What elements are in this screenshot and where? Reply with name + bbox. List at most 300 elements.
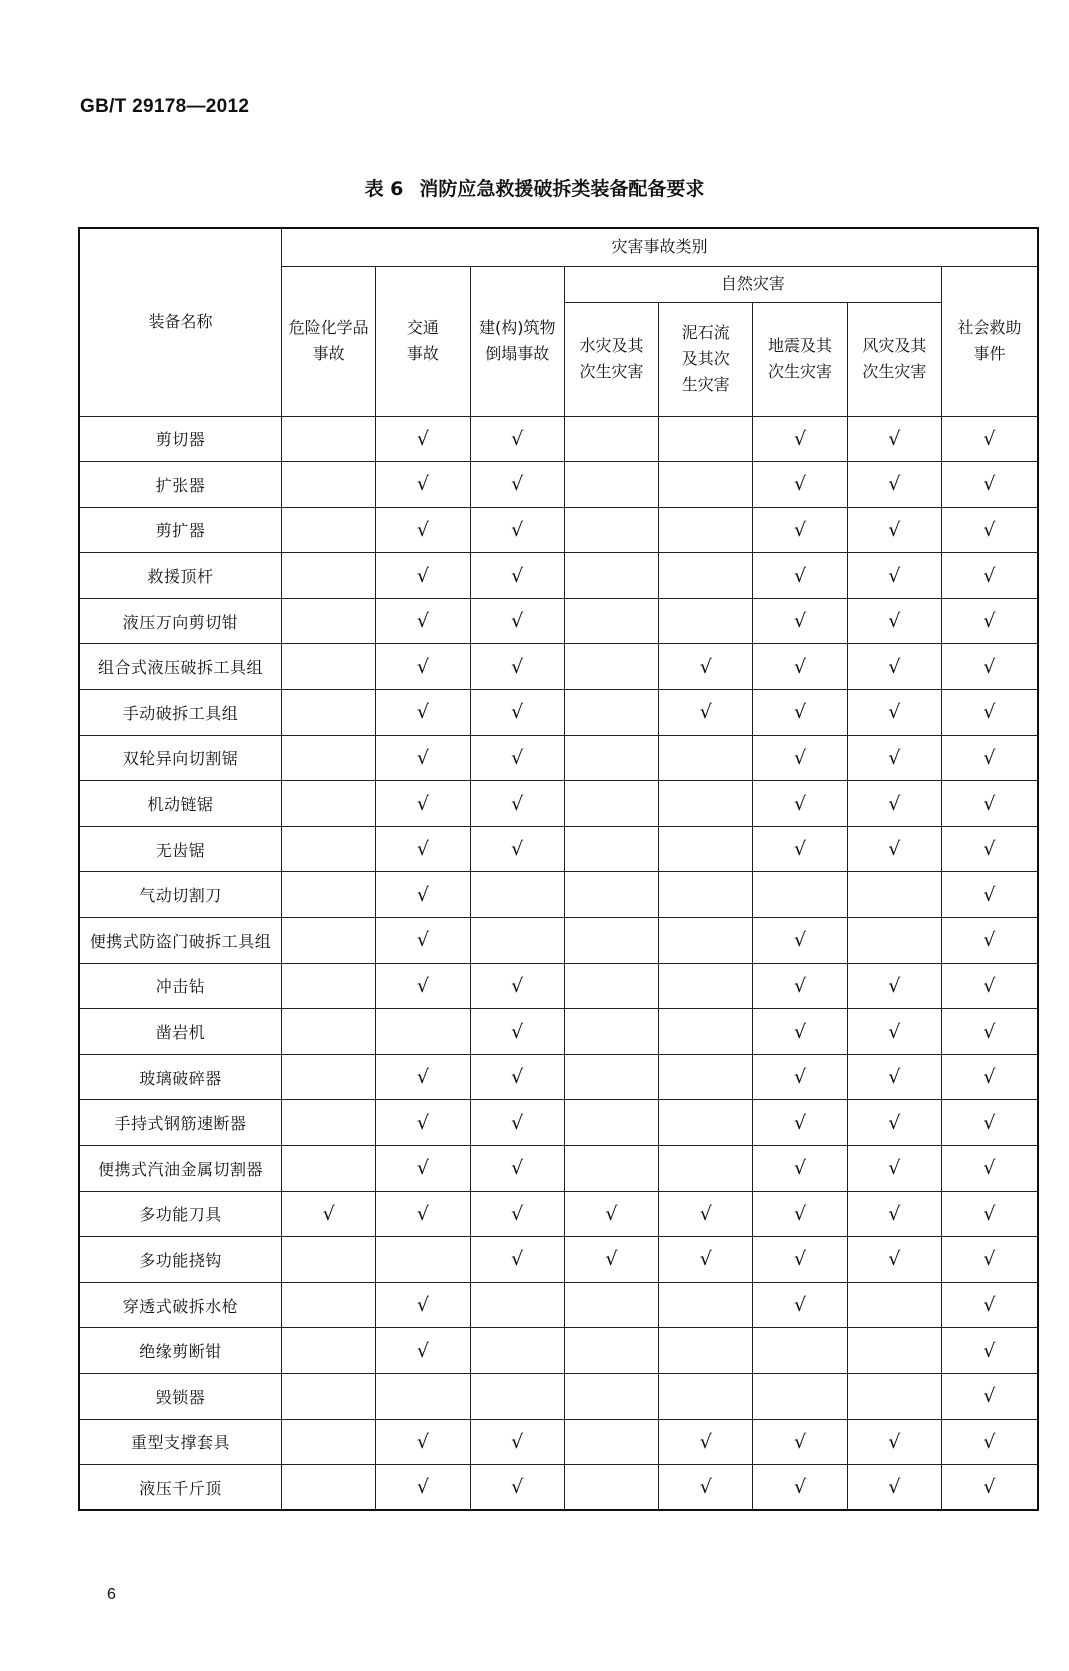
check-mark: √ bbox=[511, 1248, 524, 1271]
check-mark-cell bbox=[941, 1146, 1038, 1192]
check-mark: √ bbox=[793, 1157, 807, 1180]
header-equipment-name: 装备名称 bbox=[79, 228, 282, 416]
check-mark: √ bbox=[605, 1248, 618, 1271]
check-mark-cell bbox=[470, 553, 564, 599]
check-mark-cell bbox=[753, 1282, 847, 1328]
check-mark: √ bbox=[511, 838, 524, 861]
equipment-name-cell: 救援顶杆 bbox=[79, 553, 282, 599]
check-mark-cell bbox=[847, 1191, 941, 1237]
check-mark: √ bbox=[793, 564, 807, 587]
table-row bbox=[79, 1328, 1038, 1374]
equipment-name-cell: 多功能挠钩 bbox=[79, 1237, 282, 1283]
check-mark-cell bbox=[753, 781, 847, 827]
equipment-name-cell: 多功能刀具 bbox=[79, 1191, 282, 1237]
check-mark-cell bbox=[753, 735, 847, 781]
table-row bbox=[79, 1237, 1038, 1283]
check-mark-cell bbox=[470, 1191, 564, 1237]
check-mark-cell bbox=[941, 1100, 1038, 1146]
check-mark: √ bbox=[983, 1111, 996, 1134]
equipment-name-cell: 凿岩机 bbox=[79, 1009, 282, 1055]
check-mark: √ bbox=[793, 929, 807, 952]
empty-cell bbox=[659, 1282, 753, 1328]
check-mark-cell bbox=[470, 1009, 564, 1055]
table-row bbox=[79, 416, 1038, 462]
check-mark: √ bbox=[793, 1066, 807, 1089]
header-disaster-category: 灾害事故类别 bbox=[282, 228, 1039, 266]
check-mark: √ bbox=[511, 1066, 524, 1089]
check-mark: √ bbox=[416, 564, 429, 587]
check-mark-cell bbox=[753, 1100, 847, 1146]
check-mark: √ bbox=[888, 473, 901, 496]
empty-cell bbox=[659, 826, 753, 872]
empty-cell bbox=[564, 1146, 658, 1192]
check-mark-cell bbox=[376, 1465, 470, 1511]
check-mark-cell bbox=[376, 1191, 470, 1237]
check-mark-cell bbox=[659, 1191, 753, 1237]
equipment-name-cell: 冲击钻 bbox=[79, 963, 282, 1009]
check-mark: √ bbox=[888, 1020, 901, 1043]
check-mark: √ bbox=[983, 1157, 996, 1180]
check-mark: √ bbox=[416, 1157, 429, 1180]
empty-cell bbox=[753, 1328, 847, 1374]
empty-cell bbox=[564, 1465, 658, 1511]
equipment-name-cell: 液压万向剪切钳 bbox=[79, 598, 282, 644]
empty-cell bbox=[564, 872, 658, 918]
empty-cell bbox=[847, 1328, 941, 1374]
check-mark: √ bbox=[888, 1066, 901, 1089]
equipment-name-cell: 绝缘剪断钳 bbox=[79, 1328, 282, 1374]
table-caption bbox=[0, 174, 1069, 201]
empty-cell bbox=[282, 1100, 376, 1146]
header-col-collapse: 建(构)筑物 倒塌事故 bbox=[470, 266, 564, 416]
empty-cell bbox=[847, 1282, 941, 1328]
empty-cell bbox=[282, 1054, 376, 1100]
check-mark-cell bbox=[753, 507, 847, 553]
empty-cell bbox=[564, 918, 658, 964]
check-mark-cell bbox=[847, 1146, 941, 1192]
check-mark-cell bbox=[941, 1328, 1038, 1374]
check-mark: √ bbox=[416, 1476, 429, 1499]
check-mark-cell bbox=[941, 1419, 1038, 1465]
table-row bbox=[79, 553, 1038, 599]
empty-cell bbox=[282, 1146, 376, 1192]
check-mark: √ bbox=[416, 1066, 429, 1089]
check-mark-cell bbox=[753, 553, 847, 599]
check-mark: √ bbox=[793, 1430, 807, 1453]
equipment-name-cell: 组合式液压破拆工具组 bbox=[79, 644, 282, 690]
check-mark-cell bbox=[847, 1100, 941, 1146]
check-mark: √ bbox=[888, 1111, 901, 1134]
equipment-name-cell: 便携式防盗门破拆工具组 bbox=[79, 918, 282, 964]
empty-cell bbox=[470, 872, 564, 918]
header-col-mudslide: 泥石流 及其次 生灾害 bbox=[659, 302, 753, 416]
check-mark: √ bbox=[416, 1202, 429, 1225]
check-mark: √ bbox=[511, 473, 524, 496]
check-mark: √ bbox=[983, 974, 996, 997]
check-mark-cell bbox=[847, 1419, 941, 1465]
check-mark-cell bbox=[376, 781, 470, 827]
check-mark-cell bbox=[941, 1237, 1038, 1283]
check-mark: √ bbox=[888, 838, 901, 861]
table-row bbox=[79, 1100, 1038, 1146]
check-mark: √ bbox=[983, 792, 996, 815]
check-mark: √ bbox=[511, 1430, 524, 1453]
empty-cell bbox=[564, 553, 658, 599]
equipment-name-cell: 手持式钢筋速断器 bbox=[79, 1100, 282, 1146]
check-mark-cell bbox=[376, 735, 470, 781]
check-mark-cell bbox=[753, 644, 847, 690]
check-mark-cell bbox=[941, 963, 1038, 1009]
check-mark-cell bbox=[941, 598, 1038, 644]
empty-cell bbox=[282, 1237, 376, 1283]
check-mark: √ bbox=[416, 929, 429, 952]
check-mark: √ bbox=[605, 1202, 618, 1225]
equipment-name-cell: 剪切器 bbox=[79, 416, 282, 462]
empty-cell bbox=[659, 598, 753, 644]
empty-cell bbox=[282, 598, 376, 644]
empty-cell bbox=[564, 416, 658, 462]
check-mark: √ bbox=[416, 427, 429, 450]
check-mark: √ bbox=[983, 1476, 996, 1499]
empty-cell bbox=[847, 872, 941, 918]
empty-cell bbox=[564, 598, 658, 644]
empty-cell bbox=[470, 1282, 564, 1328]
equipment-name-cell: 便携式汽油金属切割器 bbox=[79, 1146, 282, 1192]
check-mark: √ bbox=[983, 883, 996, 906]
check-mark-cell bbox=[847, 553, 941, 599]
empty-cell bbox=[564, 1373, 658, 1419]
check-mark: √ bbox=[888, 1476, 901, 1499]
check-mark-cell bbox=[941, 416, 1038, 462]
check-mark-cell bbox=[847, 826, 941, 872]
check-mark-cell bbox=[470, 1419, 564, 1465]
equipment-name-cell: 毁锁器 bbox=[79, 1373, 282, 1419]
table-row bbox=[79, 598, 1038, 644]
check-mark-cell bbox=[847, 1054, 941, 1100]
empty-cell bbox=[659, 1054, 753, 1100]
equipment-name-cell: 穿透式破拆水枪 bbox=[79, 1282, 282, 1328]
equipment-name-cell: 玻璃破碎器 bbox=[79, 1054, 282, 1100]
check-mark-cell bbox=[847, 416, 941, 462]
check-mark-cell bbox=[847, 507, 941, 553]
equipment-name-cell: 重型支撑套具 bbox=[79, 1419, 282, 1465]
check-mark: √ bbox=[793, 1248, 807, 1271]
check-mark: √ bbox=[983, 746, 996, 769]
table-caption-title: 消防应急救援破拆类装备配备要求 bbox=[419, 178, 705, 200]
empty-cell bbox=[282, 735, 376, 781]
check-mark-cell bbox=[847, 963, 941, 1009]
check-mark: √ bbox=[888, 701, 901, 724]
header-col-traffic: 交通 事故 bbox=[376, 266, 470, 416]
check-mark-cell bbox=[376, 690, 470, 736]
header-natural-disaster: 自然灾害 bbox=[564, 266, 941, 302]
check-mark-cell bbox=[470, 1054, 564, 1100]
check-mark-cell bbox=[941, 826, 1038, 872]
header-col-flood: 水灾及其 次生灾害 bbox=[564, 302, 658, 416]
check-mark-cell bbox=[376, 598, 470, 644]
check-mark: √ bbox=[416, 1430, 429, 1453]
empty-cell bbox=[282, 690, 376, 736]
empty-cell bbox=[659, 918, 753, 964]
check-mark: √ bbox=[888, 655, 901, 678]
check-mark-cell bbox=[847, 644, 941, 690]
check-mark: √ bbox=[511, 1020, 524, 1043]
empty-cell bbox=[282, 872, 376, 918]
check-mark: √ bbox=[983, 655, 996, 678]
check-mark: √ bbox=[416, 610, 429, 633]
empty-cell bbox=[564, 735, 658, 781]
check-mark-cell bbox=[470, 690, 564, 736]
empty-cell bbox=[659, 462, 753, 508]
table-row bbox=[79, 1054, 1038, 1100]
check-mark-cell bbox=[376, 1282, 470, 1328]
empty-cell bbox=[470, 918, 564, 964]
check-mark: √ bbox=[888, 427, 901, 450]
check-mark: √ bbox=[511, 427, 524, 450]
header-col-social-rescue: 社会救助 事件 bbox=[941, 266, 1038, 416]
check-mark-cell bbox=[941, 735, 1038, 781]
check-mark-cell bbox=[847, 598, 941, 644]
empty-cell bbox=[659, 781, 753, 827]
table-row bbox=[79, 1282, 1038, 1328]
check-mark: √ bbox=[793, 838, 807, 861]
check-mark: √ bbox=[983, 838, 996, 861]
check-mark-cell bbox=[659, 1237, 753, 1283]
check-mark: √ bbox=[699, 1202, 712, 1225]
check-mark: √ bbox=[511, 1476, 524, 1499]
check-mark: √ bbox=[511, 610, 524, 633]
check-mark: √ bbox=[888, 564, 901, 587]
check-mark: √ bbox=[511, 746, 524, 769]
equipment-name-cell: 扩张器 bbox=[79, 462, 282, 508]
check-mark: √ bbox=[793, 655, 807, 678]
empty-cell bbox=[282, 1282, 376, 1328]
check-mark-cell bbox=[470, 1465, 564, 1511]
check-mark-cell bbox=[941, 1373, 1038, 1419]
table-row bbox=[79, 690, 1038, 736]
check-mark-cell bbox=[753, 1146, 847, 1192]
empty-cell bbox=[659, 1009, 753, 1055]
check-mark: √ bbox=[416, 655, 429, 678]
table-row bbox=[79, 1009, 1038, 1055]
empty-cell bbox=[282, 416, 376, 462]
empty-cell bbox=[282, 507, 376, 553]
check-mark-cell bbox=[470, 735, 564, 781]
empty-cell bbox=[659, 963, 753, 1009]
check-mark: √ bbox=[416, 974, 429, 997]
table-row bbox=[79, 462, 1038, 508]
check-mark: √ bbox=[888, 792, 901, 815]
empty-cell bbox=[376, 1009, 470, 1055]
check-mark-cell bbox=[753, 918, 847, 964]
check-mark-cell bbox=[564, 1237, 658, 1283]
check-mark-cell bbox=[659, 644, 753, 690]
table-row bbox=[79, 918, 1038, 964]
check-mark-cell bbox=[753, 598, 847, 644]
check-mark-cell bbox=[941, 1465, 1038, 1511]
header-col-hazmat: 危险化学品 事故 bbox=[282, 266, 376, 416]
empty-cell bbox=[470, 1373, 564, 1419]
check-mark: √ bbox=[699, 1430, 712, 1453]
page-number: 6 bbox=[107, 1586, 116, 1603]
check-mark: √ bbox=[983, 1430, 996, 1453]
equipment-name-cell: 剪扩器 bbox=[79, 507, 282, 553]
check-mark-cell bbox=[753, 416, 847, 462]
check-mark-cell bbox=[753, 826, 847, 872]
table-row bbox=[79, 507, 1038, 553]
check-mark: √ bbox=[888, 1202, 901, 1225]
check-mark: √ bbox=[888, 610, 901, 633]
empty-cell bbox=[564, 690, 658, 736]
check-mark: √ bbox=[983, 564, 996, 587]
check-mark-cell bbox=[847, 462, 941, 508]
check-mark: √ bbox=[511, 655, 524, 678]
check-mark-cell bbox=[847, 735, 941, 781]
table-row bbox=[79, 1191, 1038, 1237]
equipment-name-cell: 手动破拆工具组 bbox=[79, 690, 282, 736]
check-mark: √ bbox=[699, 1476, 712, 1499]
check-mark-cell bbox=[564, 1191, 658, 1237]
check-mark: √ bbox=[888, 1430, 901, 1453]
empty-cell bbox=[564, 1419, 658, 1465]
check-mark-cell bbox=[753, 963, 847, 1009]
check-mark: √ bbox=[793, 792, 807, 815]
check-mark: √ bbox=[511, 974, 524, 997]
equipment-name-cell: 双轮异向切割锯 bbox=[79, 735, 282, 781]
check-mark: √ bbox=[416, 518, 429, 541]
check-mark-cell bbox=[470, 462, 564, 508]
table-row bbox=[79, 1419, 1038, 1465]
empty-cell bbox=[376, 1237, 470, 1283]
check-mark: √ bbox=[511, 1111, 524, 1134]
check-mark: √ bbox=[416, 883, 429, 906]
check-mark: √ bbox=[699, 701, 712, 724]
check-mark: √ bbox=[793, 1202, 807, 1225]
table-row bbox=[79, 781, 1038, 827]
check-mark-cell bbox=[941, 690, 1038, 736]
check-mark: √ bbox=[511, 564, 524, 587]
empty-cell bbox=[564, 826, 658, 872]
check-mark: √ bbox=[983, 427, 996, 450]
empty-cell bbox=[659, 1373, 753, 1419]
check-mark: √ bbox=[983, 1294, 996, 1317]
check-mark: √ bbox=[416, 1294, 429, 1317]
check-mark-cell bbox=[376, 872, 470, 918]
check-mark-cell bbox=[847, 1009, 941, 1055]
check-mark-cell bbox=[847, 690, 941, 736]
check-mark-cell bbox=[470, 1100, 564, 1146]
check-mark: √ bbox=[983, 1339, 996, 1362]
check-mark: √ bbox=[511, 1202, 524, 1225]
check-mark: √ bbox=[793, 746, 807, 769]
check-mark-cell bbox=[753, 1419, 847, 1465]
empty-cell bbox=[282, 918, 376, 964]
check-mark: √ bbox=[983, 518, 996, 541]
check-mark-cell bbox=[659, 1419, 753, 1465]
empty-cell bbox=[564, 781, 658, 827]
empty-cell bbox=[282, 781, 376, 827]
check-mark: √ bbox=[416, 701, 429, 724]
empty-cell bbox=[564, 507, 658, 553]
check-mark-cell bbox=[847, 781, 941, 827]
check-mark-cell bbox=[941, 1009, 1038, 1055]
empty-cell bbox=[753, 1373, 847, 1419]
standard-code: GB/T 29178—2012 bbox=[80, 96, 250, 117]
check-mark: √ bbox=[322, 1202, 335, 1225]
empty-cell bbox=[564, 1328, 658, 1374]
check-mark: √ bbox=[511, 518, 524, 541]
check-mark: √ bbox=[983, 610, 996, 633]
check-mark: √ bbox=[793, 1111, 807, 1134]
check-mark: √ bbox=[511, 1157, 524, 1180]
check-mark-cell bbox=[376, 416, 470, 462]
empty-cell bbox=[282, 553, 376, 599]
table-row bbox=[79, 826, 1038, 872]
check-mark-cell bbox=[376, 1100, 470, 1146]
check-mark: √ bbox=[511, 701, 524, 724]
table-row bbox=[79, 872, 1038, 918]
empty-cell bbox=[564, 644, 658, 690]
check-mark-cell bbox=[941, 553, 1038, 599]
check-mark-cell bbox=[847, 1465, 941, 1511]
check-mark-cell bbox=[282, 1191, 376, 1237]
check-mark: √ bbox=[793, 427, 807, 450]
equipment-name-cell: 无齿锯 bbox=[79, 826, 282, 872]
check-mark-cell bbox=[753, 1237, 847, 1283]
check-mark-cell bbox=[376, 1328, 470, 1374]
empty-cell bbox=[282, 1419, 376, 1465]
empty-cell bbox=[564, 462, 658, 508]
check-mark-cell bbox=[753, 690, 847, 736]
check-mark-cell bbox=[659, 1465, 753, 1511]
empty-cell bbox=[282, 462, 376, 508]
equipment-table-body bbox=[79, 416, 1038, 1510]
check-mark-cell bbox=[753, 1465, 847, 1511]
empty-cell bbox=[847, 918, 941, 964]
empty-cell bbox=[659, 735, 753, 781]
check-mark: √ bbox=[416, 792, 429, 815]
check-mark: √ bbox=[983, 701, 996, 724]
check-mark: √ bbox=[888, 974, 901, 997]
check-mark-cell bbox=[753, 1054, 847, 1100]
check-mark-cell bbox=[753, 1009, 847, 1055]
check-mark-cell bbox=[376, 507, 470, 553]
check-mark: √ bbox=[983, 1202, 996, 1225]
check-mark: √ bbox=[511, 792, 524, 815]
check-mark: √ bbox=[983, 1066, 996, 1089]
check-mark: √ bbox=[699, 655, 712, 678]
check-mark-cell bbox=[941, 462, 1038, 508]
check-mark: √ bbox=[983, 1385, 996, 1408]
check-mark-cell bbox=[376, 644, 470, 690]
check-mark-cell bbox=[376, 918, 470, 964]
empty-cell bbox=[564, 1009, 658, 1055]
table-row bbox=[79, 1373, 1038, 1419]
check-mark-cell bbox=[941, 1054, 1038, 1100]
empty-cell bbox=[659, 416, 753, 462]
empty-cell bbox=[659, 507, 753, 553]
check-mark: √ bbox=[793, 473, 807, 496]
check-mark: √ bbox=[793, 610, 807, 633]
check-mark: √ bbox=[793, 1294, 807, 1317]
equipment-table bbox=[78, 227, 1039, 1511]
check-mark: √ bbox=[888, 1248, 901, 1271]
check-mark-cell bbox=[470, 1237, 564, 1283]
empty-cell bbox=[282, 963, 376, 1009]
check-mark-cell bbox=[470, 644, 564, 690]
check-mark-cell bbox=[941, 918, 1038, 964]
check-mark: √ bbox=[888, 1157, 901, 1180]
